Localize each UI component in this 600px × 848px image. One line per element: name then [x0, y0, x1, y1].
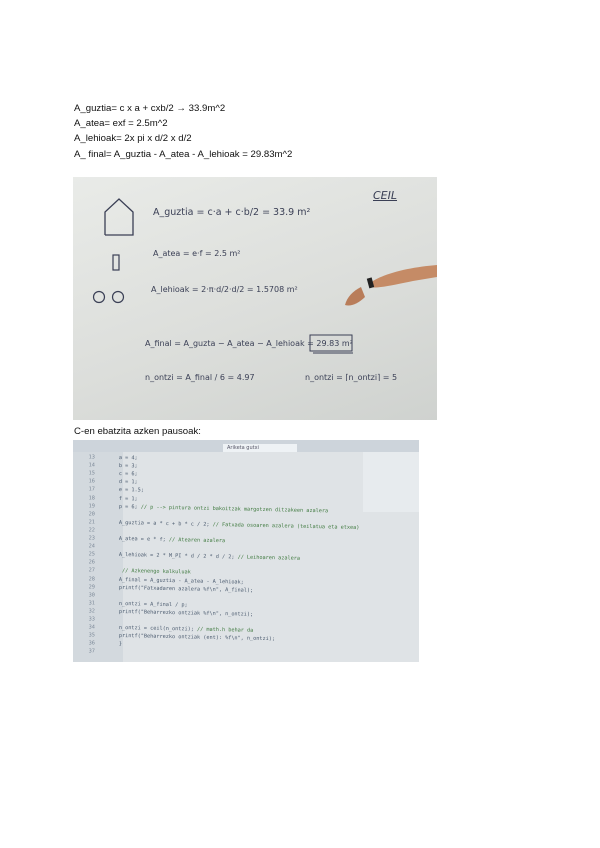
arm-photo	[369, 265, 437, 288]
line-number: 31	[88, 600, 95, 607]
screenshot-caption: C-en ebatzita azken pausoak:	[74, 426, 201, 437]
code-screen-photo	[73, 440, 419, 662]
whiteboard-row: A_guztia = c·a + c·b/2 = 33.9 m²	[153, 207, 311, 218]
line-number: 13	[88, 454, 95, 461]
code-text: n_ontzi = A_final / p;	[118, 600, 188, 609]
formula-line: A_atea= exf = 2.5m^2	[74, 118, 168, 130]
code-line	[73, 511, 119, 518]
code-line	[73, 495, 138, 502]
formula-block	[74, 101, 292, 162]
line-number: 36	[88, 640, 95, 647]
code-comment: // Azkenengo kalkuluak	[121, 568, 191, 576]
line-number: 25	[88, 551, 95, 558]
whiteboard-corner-label: CEIL	[373, 189, 398, 202]
formula-line: A_ final= A_guztia - A_atea - A_lehioak = 29.83m^2	[74, 148, 293, 160]
code-text: d = 1;	[118, 479, 138, 486]
line-number: 37	[88, 648, 95, 655]
code-comment: // math.h behar da	[196, 626, 254, 634]
line-number: 26	[88, 559, 95, 566]
code-text: c = 6;	[118, 471, 138, 478]
line-number: 30	[88, 592, 95, 599]
formula-line: A_lehioak= 2x pi x d/2 x d/2	[74, 133, 192, 145]
side-panel	[363, 452, 419, 512]
hand-photo	[345, 287, 365, 306]
whiteboard-row: A_atea = e·f = 2.5 m²	[153, 249, 241, 258]
line-number: 35	[88, 632, 95, 639]
house-sketch	[105, 199, 133, 235]
door-sketch	[113, 255, 119, 270]
code-comment: // Fatxada osoaren azalera (teilatua eta etxea)	[212, 521, 360, 531]
editor-tab[interactable]: Ariketa gutxi	[223, 444, 297, 452]
code-text: printf("Beharrezko ontziak (ent): %f\n", n_ontzi);	[118, 633, 276, 643]
line-number: 24	[88, 543, 95, 550]
code-text: e = 1.5;	[118, 487, 144, 494]
code-text: a = 4;	[118, 454, 138, 462]
code-text: A_lehioak = 2 * M_PI * d / 2 * d / 2;	[118, 552, 235, 561]
line-number: 27	[88, 567, 95, 574]
code-text: A_final = A_guztia - A_atea - A_lehioak;	[118, 576, 244, 586]
formula-line: A_guztia= c x a + cxb/2 → 33.9m^2	[74, 103, 226, 114]
window-sketch	[94, 292, 105, 303]
code-line	[73, 527, 119, 534]
whiteboard-photo	[73, 177, 437, 420]
code-text: printf("Beharrezko ontziak %f\n", n_ontzi);	[118, 608, 254, 618]
line-number: 21	[88, 519, 95, 526]
whiteboard-row: A_final = A_guzta − A_atea − A_lehioak = 29.83 m²	[145, 339, 353, 348]
code-line	[73, 543, 119, 550]
whiteboard-row: n_ontzi = A_final / 6 = 4.97	[145, 373, 255, 382]
line-number: 32	[88, 608, 95, 615]
code-text: n_ontzi = ceil(n_ontzi);	[118, 625, 194, 633]
line-number: 19	[88, 502, 95, 510]
code-comment: // Atearen azalera	[168, 537, 226, 545]
line-number: 17	[88, 486, 95, 493]
code-line	[73, 616, 119, 623]
line-number: 28	[88, 575, 95, 582]
line-number: 18	[88, 494, 95, 501]
line-number: 15	[88, 470, 95, 477]
line-number: 22	[88, 527, 95, 534]
code-text: p = 6;	[118, 503, 138, 510]
window-sketch	[113, 292, 124, 303]
code-comment: // p --> pintura ontzi bakoitzak margotzen ditzakeen azalera	[140, 504, 329, 514]
line-number: 33	[88, 616, 95, 623]
code-text: }	[118, 641, 123, 648]
line-number: 29	[88, 583, 95, 591]
code-text: f = 1;	[118, 495, 138, 502]
code-text: A_atea = e * f;	[118, 535, 166, 543]
whiteboard-row: A_lehioak = 2·π·d/2·d/2 = 1.5708 m²	[151, 285, 298, 294]
whiteboard-row: n_ontzi = ⌈n_ontzi⌉ = 5	[305, 373, 398, 382]
code-text: b = 3;	[118, 463, 138, 470]
code-line	[73, 592, 119, 599]
line-number: 34	[88, 624, 95, 631]
line-number: 23	[88, 535, 95, 542]
code-text: printf("Fatxadaren azalera %f\n", A_final);	[118, 584, 254, 594]
code-comment: // Leihoaren azalera	[237, 554, 301, 562]
code-text: A_guztia = a * c + b * c / 2;	[118, 519, 210, 528]
line-number: 20	[88, 511, 95, 518]
line-number: 14	[88, 462, 95, 469]
line-number: 16	[88, 478, 95, 485]
